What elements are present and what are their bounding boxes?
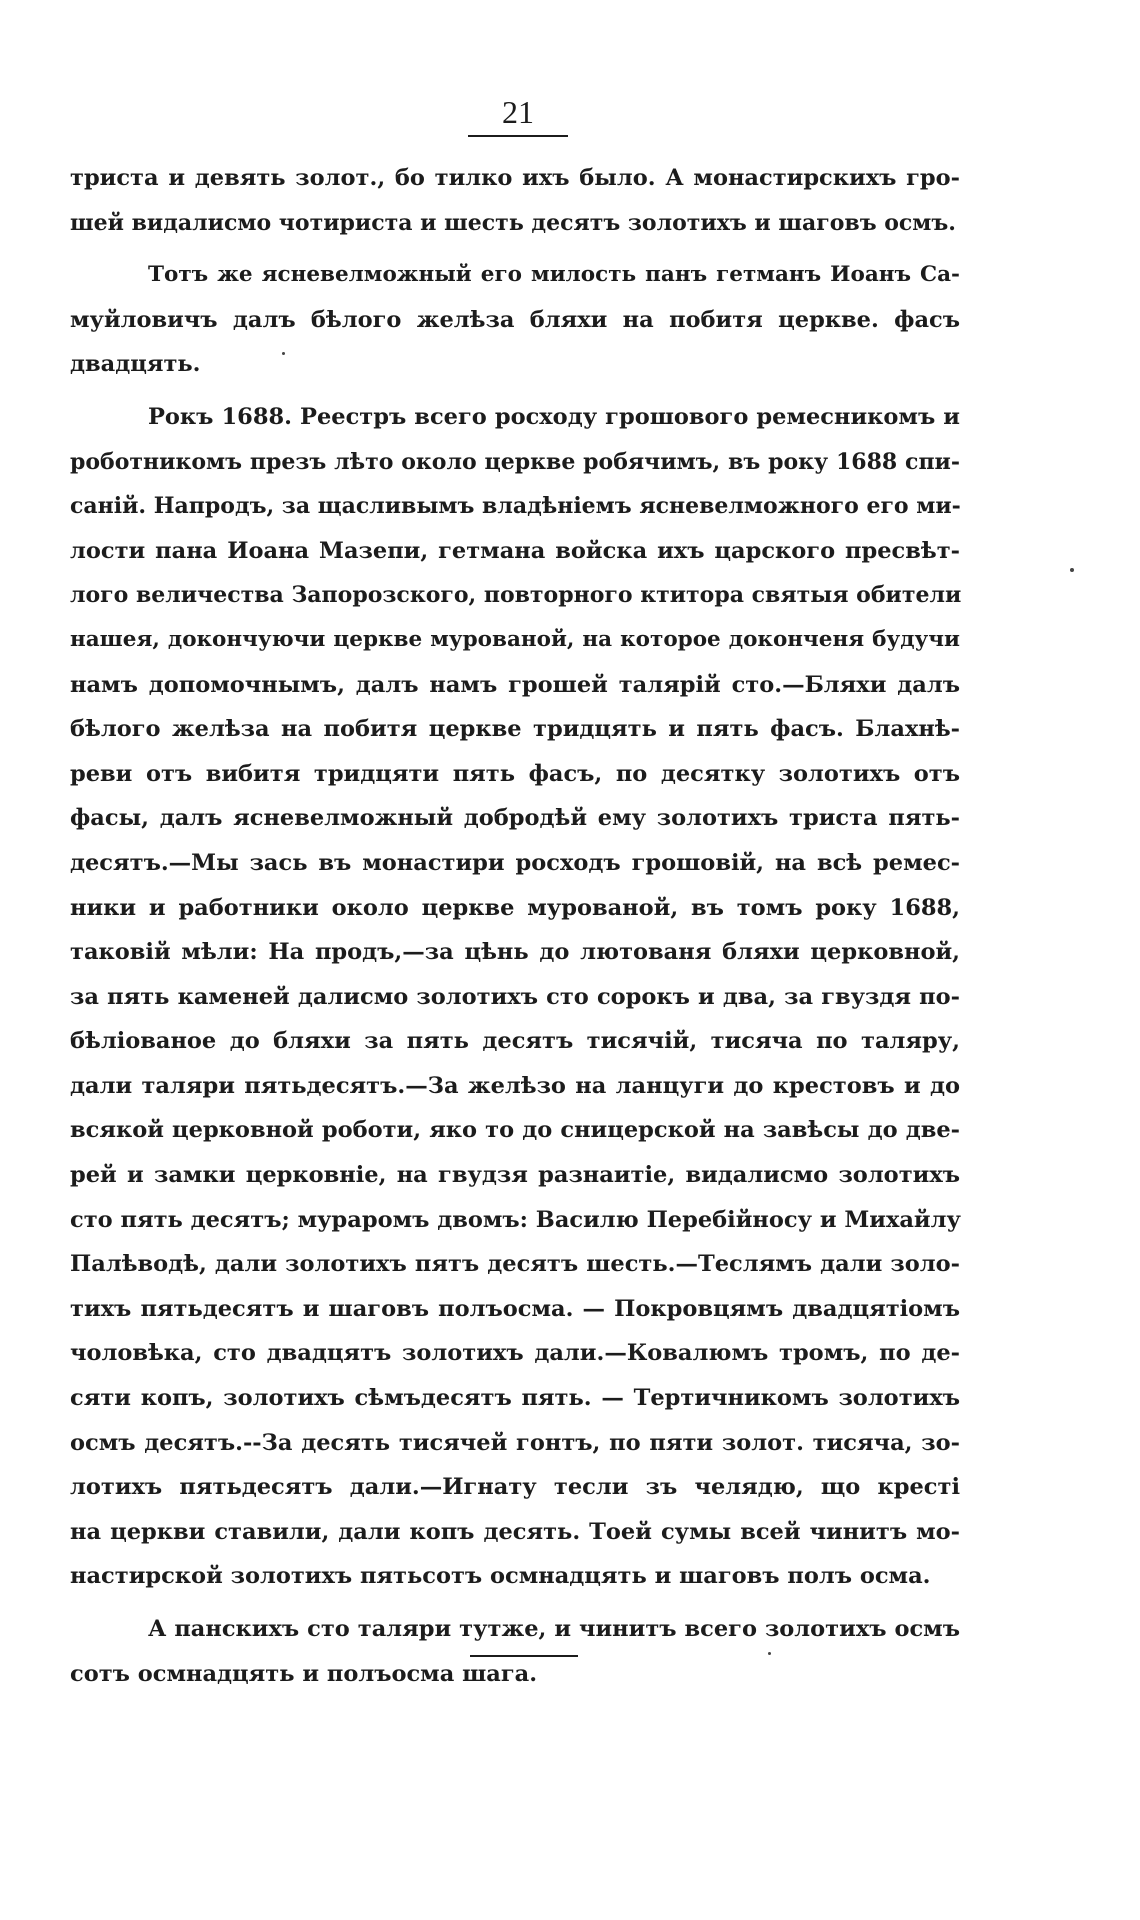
text-line: лого величества Запорозского, повторного ктитора святыя обители [70,582,962,609]
paragraph-4 [70,1607,960,1696]
text-line: Палѣводѣ, дали золотихъ пятъ десятъ шесть.—Теслямъ дали золо- [70,1251,960,1278]
text-line: сяти копъ, золотихъ сѣмъдесятъ пять. — Тертичникомъ золотихъ [70,1385,960,1412]
ink-speck [282,352,285,355]
ink-speck [768,1652,771,1655]
text-line: лотихъ пятьдесятъ дали.—Игнату тесли зъ челядю, що кресті [70,1474,960,1501]
text-line: Тотъ же ясневелможный его милость панъ гетманъ Иоанъ Са- [148,262,960,288]
text-line: тихъ пятьдесятъ и шаговъ полъосма. — Покровцямъ двадцятіомъ [70,1295,960,1322]
text-line: реви отъ вибитя тридцяти пять фасъ, по десятку золотихъ отъ [70,760,960,787]
text-line: шей видалисмо чотириста и шесть десятъ золотихъ и шаговъ осмъ. [70,209,956,236]
text-line: за пять каменей далисмо золотихъ сто сорокъ и два, за гвуздя по- [70,983,960,1010]
text-line: бѣліованое до бляхи за пять десятъ тисячій, тисяча по таляру, [70,1028,960,1055]
text-line: сотъ осмнадцять и полъосма шага. [70,1660,538,1687]
text-line: таковій мѣли: На продъ,—за цѣнь до лютованя бляхи церковной, [70,939,960,966]
paragraph-2 [70,253,960,387]
text-line: Рокъ 1688. Реестръ всего росходу грошового ремесникомъ и [148,403,960,430]
text-line: роботникомъ презъ лѣто около церкве робячимъ, въ року 1688 спи- [70,448,960,475]
text-line: сто пять десятъ; мураромъ двомъ: Василю Перебійносу и Михайлу [70,1206,961,1233]
text-line: на церкви ставили, дали копъ десять. Тоей сумы всей чинитъ мо- [70,1518,960,1545]
text-line: триста и девять золот., бо тилко ихъ было. А монастирскихъ гро- [70,165,960,191]
text-line: десятъ.—Мы зась въ монастири росходъ грошовій, на всѣ ремес- [70,849,960,876]
text-line: намъ допомочнымъ, далъ намъ грошей талярій сто.—Бляхи далъ [70,671,960,698]
text-line: чоловѣка, сто двадцятъ золотихъ дали.—Ковалюмъ тромъ, по де- [70,1340,960,1367]
text-line: дали таляри пятьдесятъ.—За желѣзо на ланцуги до крестовъ и до [70,1072,960,1099]
text-line: муйловичъ далъ бѣлого желѣза бляхи на побитя церкве. фасъ [70,306,960,333]
paragraph-3 [70,395,960,1599]
text-line: ники и работники около церкве мурованой, въ томъ року 1688, [70,894,960,921]
text-line: осмъ десятъ.--За десять тисячей гонтъ, по пяти золот. тисяча, зо- [70,1429,960,1456]
text-line: настирской золотихъ пятьсотъ осмнадцять и шаговъ полъ осма. [70,1563,931,1590]
text-line: рей и замки церковніе, на гвудзя разнаитіе, видалисмо золотихъ [70,1162,960,1189]
ink-speck [1070,568,1074,572]
closing-rule [470,1655,578,1657]
text-line: бѣлого желѣза на побитя церкве тридцять и пять фасъ. Блахнѣ- [70,716,960,743]
page-number-underline [468,135,568,137]
page-number: 21 [502,94,534,130]
text-line: А панскихъ сто таляри тутже, и чинитъ всего золотихъ осмъ [148,1616,960,1642]
text-line: нашея, докончуючи церкве мурованой, на которое доконченя будучи [70,626,960,652]
text-line: фасы, далъ ясневелможный добродѣй ему золотихъ триста пять- [70,805,960,832]
text-line: всякой церковной роботи, яко то до сницерской на завѣсы до две- [70,1117,960,1144]
text-line: лости пана Иоана Мазепи, гетмана войска ихъ царского пресвѣт- [70,537,960,564]
body-text [70,156,960,1696]
text-line: двадцять. [70,351,201,378]
paragraph-1 [70,156,960,245]
text-line: саній. Напродъ, за щасливымъ владѣніемъ ясневелможного его ми- [70,493,961,520]
